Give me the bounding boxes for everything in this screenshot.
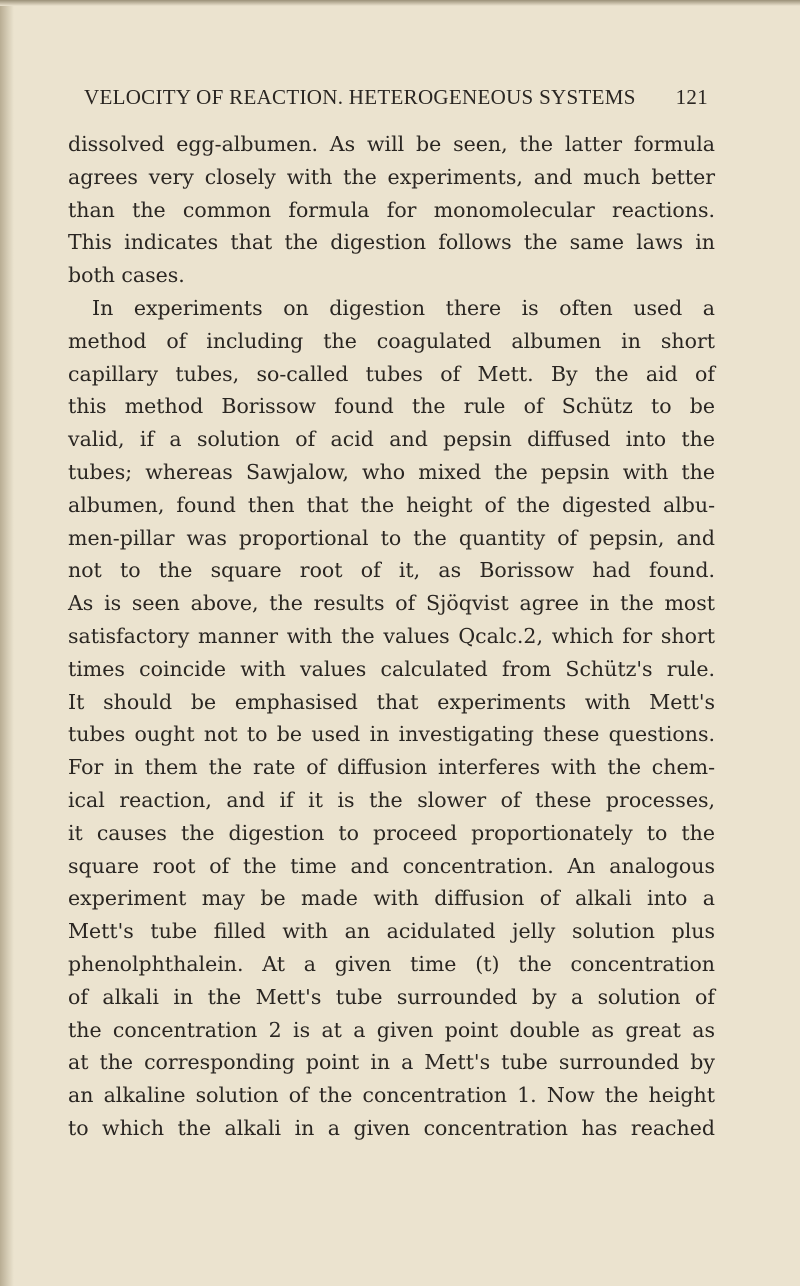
text-line: dissolved egg-albumen. As will be seen, the latter formula	[68, 132, 715, 156]
text-line: it causes the digestion to proceed proportionately to the	[68, 820, 715, 845]
text-line: men-pillar was proportional to the quantity of pepsin, and	[68, 525, 715, 550]
text-line: at the corresponding point in a Mett's tube surrounded by	[68, 1050, 715, 1075]
text-line: satisfactory manner with the values Qcalc.2, which for short	[68, 623, 715, 648]
text-line: than the common formula for monomolecular reactions.	[68, 197, 715, 222]
text-line: capillary tubes, so-called tubes of Mett. By the aid of	[68, 361, 715, 386]
text-line: It should be emphasised that experiments with Mett's	[68, 689, 715, 714]
text-line: ical reaction, and if it is the slower of these processes,	[68, 787, 715, 812]
body-text	[68, 128, 715, 1145]
text-line: Mett's tube filled with an acidulated jelly solution plus	[68, 919, 715, 944]
text-line: both cases.	[68, 263, 185, 288]
text-line: to which the alkali in a given concentration has reached	[68, 1115, 715, 1140]
text-line: method of including the coagulated albumen in short	[68, 328, 715, 353]
text-line: tubes; whereas Sawjalow, who mixed the pepsin with the	[68, 459, 715, 484]
text-line: square root of the time and concentration. An analogous	[68, 853, 715, 878]
text-line: times coincide with values calculated from Schütz's rule.	[68, 656, 715, 681]
text-line: agrees very closely with the experiments, and much better	[68, 164, 715, 189]
text-line: In experiments on digestion there is often used a	[92, 295, 715, 320]
page-spine-shadow	[0, 0, 14, 1286]
page-top-edge	[0, 0, 800, 6]
text-line: experiment may be made with diffusion of alkali into a	[68, 886, 715, 911]
text-line: albumen, found then that the height of the digested albu-	[68, 492, 715, 517]
text-line: This indicates that the digestion follows the same laws in	[68, 230, 715, 255]
text-line: this method Borissow found the rule of Schütz to be	[68, 394, 715, 419]
text-line: of alkali in the Mett's tube surrounded by a solution of	[68, 984, 715, 1009]
text-line: an alkaline solution of the concentration 1. Now the height	[68, 1083, 715, 1108]
text-line: the concentration 2 is at a given point double as great as	[68, 1017, 715, 1042]
running-header	[84, 85, 714, 115]
page-number: 121	[675, 85, 708, 109]
text-line: not to the square root of it, as Borissow had found.	[68, 558, 715, 583]
text-line: As is seen above, the results of Sjöqvist agree in the most	[68, 591, 715, 616]
text-line: phenolphthalein. At a given time (t) the concentration	[68, 951, 715, 976]
text-line: tubes ought not to be used in investigating these questions.	[68, 722, 715, 747]
running-title: VELOCITY OF REACTION. HETEROGENEOUS SYSTEMS	[84, 85, 636, 109]
text-line: For in them the rate of diffusion interferes with the chem-	[68, 755, 715, 780]
text-line: valid, if a solution of acid and pepsin diffused into the	[68, 427, 715, 452]
